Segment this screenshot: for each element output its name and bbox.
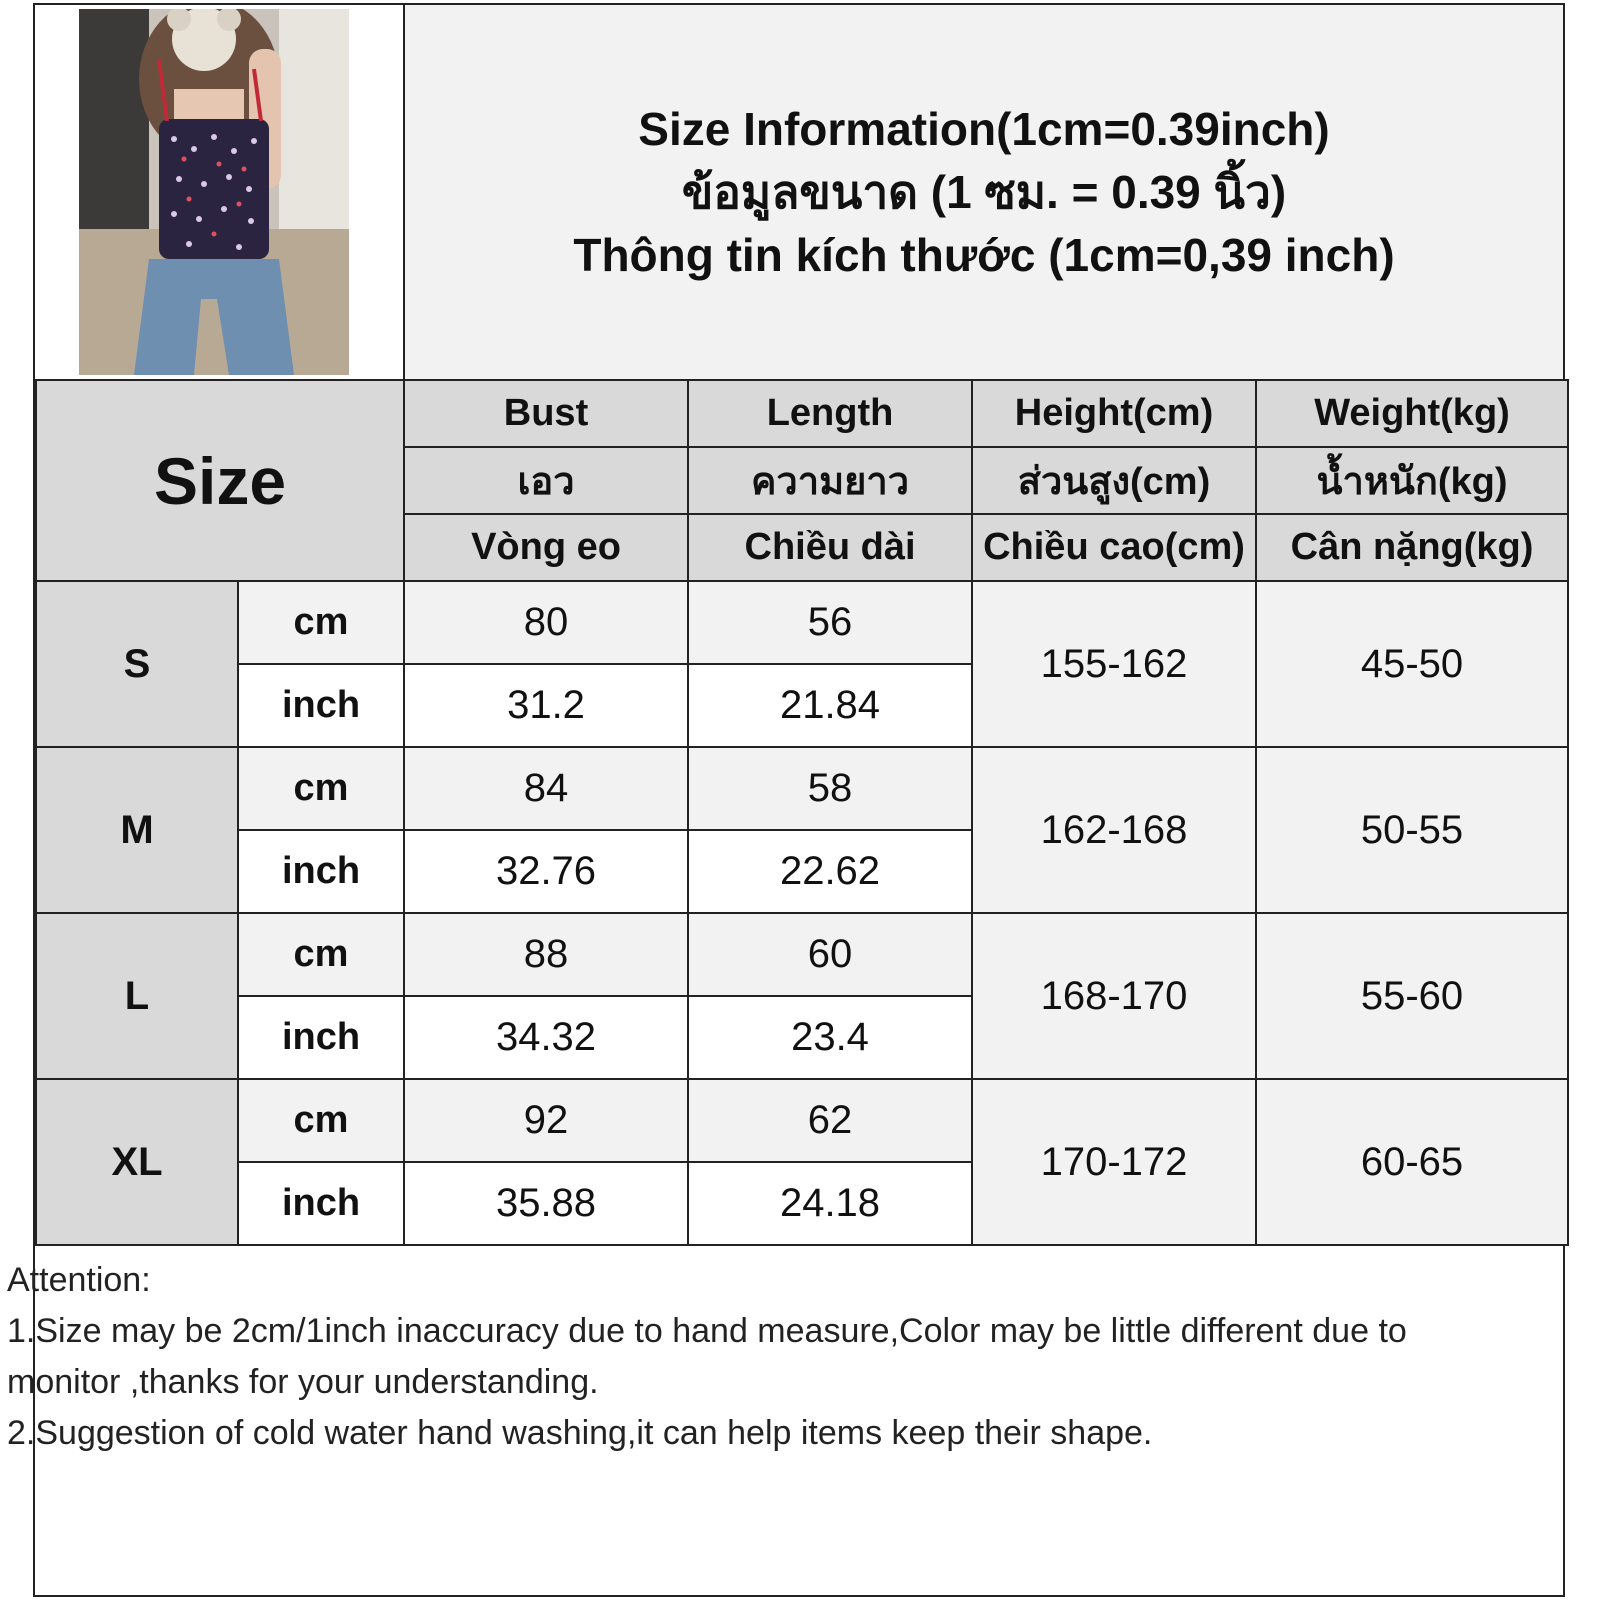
column-header-bust-vi: Vòng eo — [404, 514, 688, 581]
model-illustration — [79, 9, 349, 375]
weight-range: 55-60 — [1256, 913, 1568, 1079]
length-cm: 56 — [688, 581, 972, 664]
column-header-length-vi: Chiều dài — [688, 514, 972, 581]
attention-note-1: 1.Size may be 2cm/1inch inaccuracy due to hand measure,Color may be little different due to monitor ,thanks for your understanding. — [7, 1312, 1407, 1401]
bust-cm: 84 — [404, 747, 688, 830]
bust-inch: 35.88 — [404, 1162, 688, 1245]
product-photo-cell — [35, 5, 405, 379]
size-info-title-block — [405, 5, 1563, 379]
unit-inch: inch — [238, 664, 404, 747]
size-label: S — [36, 581, 238, 747]
unit-cm: cm — [238, 913, 404, 996]
unit-inch: inch — [238, 1162, 404, 1245]
size-label: L — [36, 913, 238, 1079]
size-label: M — [36, 747, 238, 913]
bust-cm: 92 — [404, 1079, 688, 1162]
table-row — [36, 913, 1568, 996]
unit-cm: cm — [238, 1079, 404, 1162]
bust-inch: 32.76 — [404, 830, 688, 913]
bust-inch: 31.2 — [404, 664, 688, 747]
length-cm: 58 — [688, 747, 972, 830]
height-range: 155-162 — [972, 581, 1256, 747]
column-header-bust-thai: เอว — [404, 447, 688, 514]
title-thai: ข้อมูลขนาด (1 ซม. = 0.39 นิ้ว) — [681, 165, 1287, 218]
unit-inch: inch — [238, 830, 404, 913]
length-inch: 21.84 — [688, 664, 972, 747]
attention-note-2: 2.Suggestion of cold water hand washing,it can help items keep their shape. — [7, 1414, 1153, 1452]
column-header-height-vi: Chiều cao(cm) — [972, 514, 1256, 581]
length-cm: 60 — [688, 913, 972, 996]
column-header-height-thai: ส่วนสูง(cm) — [972, 447, 1256, 514]
column-header-weight: Weight(kg) — [1256, 380, 1568, 447]
size-table — [35, 379, 1569, 1246]
table-row — [36, 1079, 1568, 1162]
table-row — [36, 747, 1568, 830]
title-vietnamese: Thông tin kích thước (1cm=0,39 inch) — [573, 228, 1395, 281]
column-header-weight-thai: น้ำหนัก(kg) — [1256, 447, 1568, 514]
size-column-header: Size — [36, 380, 404, 581]
height-range: 170-172 — [972, 1079, 1256, 1245]
unit-cm: cm — [238, 747, 404, 830]
weight-range: 60-65 — [1256, 1079, 1568, 1245]
height-range: 162-168 — [972, 747, 1256, 913]
attention-heading: Attention: — [7, 1261, 151, 1299]
attention-notes — [7, 1255, 1507, 1459]
bust-cm: 88 — [404, 913, 688, 996]
column-header-height: Height(cm) — [972, 380, 1256, 447]
length-inch: 22.62 — [688, 830, 972, 913]
title-english: Size Information(1cm=0.39inch) — [638, 102, 1330, 155]
unit-cm: cm — [238, 581, 404, 664]
column-header-length: Length — [688, 380, 972, 447]
weight-range: 45-50 — [1256, 581, 1568, 747]
column-header-bust: Bust — [404, 380, 688, 447]
table-row — [36, 581, 1568, 664]
size-label: XL — [36, 1079, 238, 1245]
length-cm: 62 — [688, 1079, 972, 1162]
bust-cm: 80 — [404, 581, 688, 664]
unit-inch: inch — [238, 996, 404, 1079]
column-header-weight-vi: Cân nặng(kg) — [1256, 514, 1568, 581]
product-photo — [79, 9, 349, 375]
header-row-english — [36, 380, 1568, 447]
length-inch: 23.4 — [688, 996, 972, 1079]
length-inch: 24.18 — [688, 1162, 972, 1245]
bust-inch: 34.32 — [404, 996, 688, 1079]
height-range: 168-170 — [972, 913, 1256, 1079]
weight-range: 50-55 — [1256, 747, 1568, 913]
column-header-length-thai: ความยาว — [688, 447, 972, 514]
